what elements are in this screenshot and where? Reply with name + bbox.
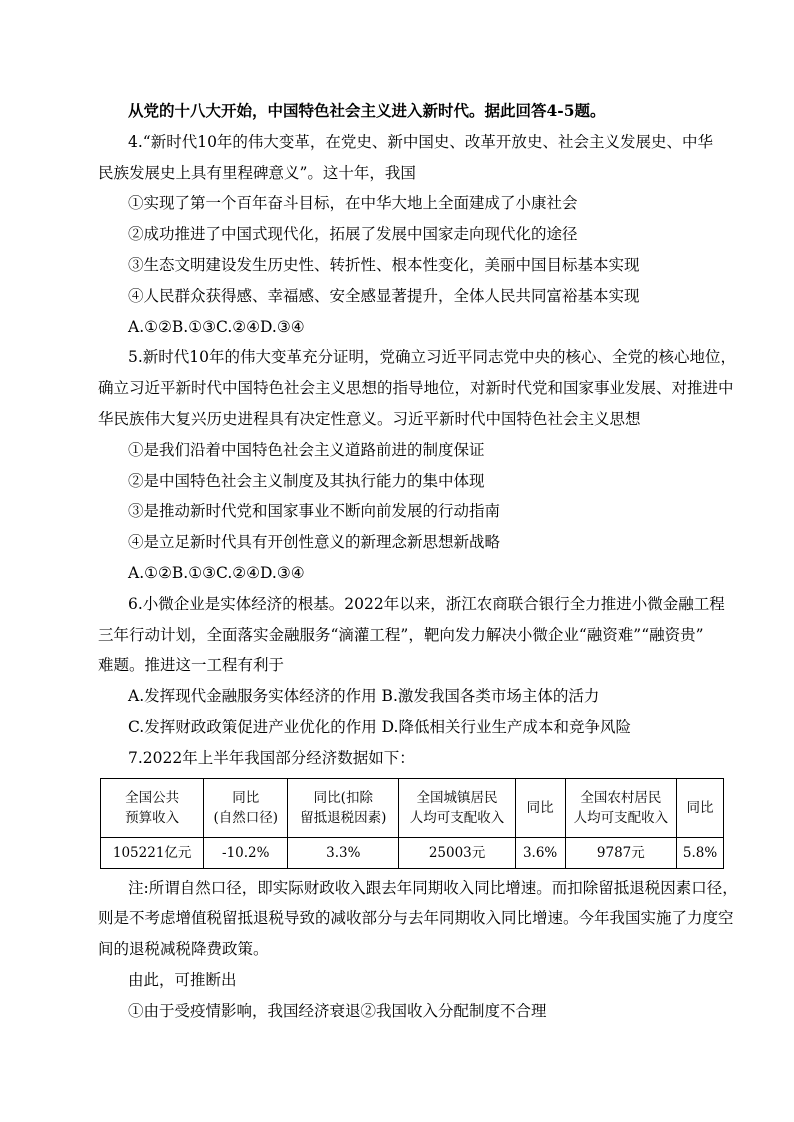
q5-stem-line-2: 确立习近平新时代中国特色社会主义思想的指导地位，对新时代党和国家事业发展、对推进中 — [98, 379, 734, 398]
header-cell: 同比 — [677, 778, 724, 837]
q4-option-1: ①实现了第一个百年奋斗目标，在中华大地上全面建成了小康社会 — [128, 194, 578, 213]
q5-option-3: ③是推动新时代党和国家事业不断向前发展的行动指南 — [128, 502, 501, 521]
q4-option-3: ③生态文明建设发生历史性、转折性、根本性变化，美丽中国目标基本实现 — [128, 255, 640, 274]
q6-stem-line-3: 难题。推进这一工程有利于 — [98, 656, 285, 675]
q7-note-line-3: 间的退税减税降费政策。 — [98, 940, 269, 959]
q6-stem-line-1: 6.小微企业是实体经济的根基。2022年以来，浙江农商联合银行全力推进小微金融工程 — [128, 594, 725, 613]
header-cell: 全国农村居民 人均可支配收入 — [565, 778, 677, 837]
header-cell: 同比 — [515, 778, 565, 837]
header-cell: 全国城镇居民 人均可支配收入 — [399, 778, 515, 837]
header-cell: 同比 (自然口径) — [204, 778, 288, 837]
value-cell: 105221亿元 — [101, 837, 204, 868]
header-cell: 全国公共 预算收入 — [101, 778, 204, 837]
q4-stem-line-1: 4.“新时代10年的伟大变革，在党史、新中国史、改革开放史、社会主义发展史、中华 — [128, 132, 713, 151]
header-cell: 同比(扣除 留抵退税因素) — [288, 778, 399, 837]
q5-stem-line-1: 5.新时代10年的伟大变革充分证明，党确立习近平同志党中央的核心、全党的核心地位， — [128, 348, 737, 367]
q5-option-1: ①是我们沿着中国特色社会主义道路前进的制度保证 — [128, 440, 485, 459]
q5-stem-line-3: 华民族伟大复兴历史进程具有决定性意义。习近平新时代中国特色社会主义思想 — [98, 409, 641, 428]
q6-options-ab: A.发挥现代金融服务实体经济的作用 B.激发我国各类市场主体的活力 — [128, 687, 600, 706]
q7-stem: 7.2022年上半年我国部分经济数据如下： — [128, 748, 415, 767]
q6-options-cd: C.发挥财政政策促进产业优化的作用 D.降低相关行业生产成本和竞争风险 — [128, 717, 631, 736]
value-cell: 3.3% — [288, 837, 399, 868]
q4-answer-choices: A.①②B.①③C.②④D.③④ — [128, 317, 305, 336]
value-cell: 5.8% — [677, 837, 724, 868]
q7-inference-prompt: 由此，可推断出 — [128, 970, 237, 989]
q5-option-2: ②是中国特色社会主义制度及其执行能力的集中体现 — [128, 471, 485, 490]
table-row — [101, 837, 724, 868]
q7-note-line-1: 注:所谓自然口径，即实际财政收入跟去年同期收入同比增速。而扣除留抵退税因素口径， — [128, 878, 738, 897]
q4-option-4: ④人民群众获得感、幸福感、安全感显著提升，全体人民共同富裕基本实现 — [128, 286, 640, 305]
q6-stem-line-2: 三年行动计划，全面落实金融服务“滴灌工程”，靶向发力解决小微企业“融资难”“融资贵” — [98, 625, 704, 644]
table-header-row — [101, 778, 724, 837]
q4-option-2: ②成功推进了中国式现代化，拓展了发展中国家走向现代化的途径 — [128, 225, 578, 244]
value-cell: 9787元 — [565, 837, 677, 868]
value-cell: 25003元 — [399, 837, 515, 868]
q7-note-line-2: 则是不考虑增值税留抵退税导致的减收部分与去年同期收入同比增速。今年我国实施了力度空 — [98, 909, 734, 928]
q4-stem-line-2: 民族发展史上具有里程碑意义”。这十年，我国 — [98, 163, 416, 182]
value-cell: -10.2% — [204, 837, 288, 868]
q7-options-12: ①由于受疫情影响，我国经济衰退②我国收入分配制度不合理 — [128, 1001, 547, 1020]
section-intro: 从党的十八大开始，中国特色社会主义进入新时代。据此回答4-5题。 — [128, 101, 606, 120]
value-cell: 3.6% — [515, 837, 565, 868]
q5-option-4: ④是立足新时代具有开创性意义的新理念新思想新战略 — [128, 533, 501, 552]
economic-data-table — [100, 778, 724, 869]
q5-answer-choices: A.①②B.①③C.②④D.③④ — [128, 563, 305, 582]
